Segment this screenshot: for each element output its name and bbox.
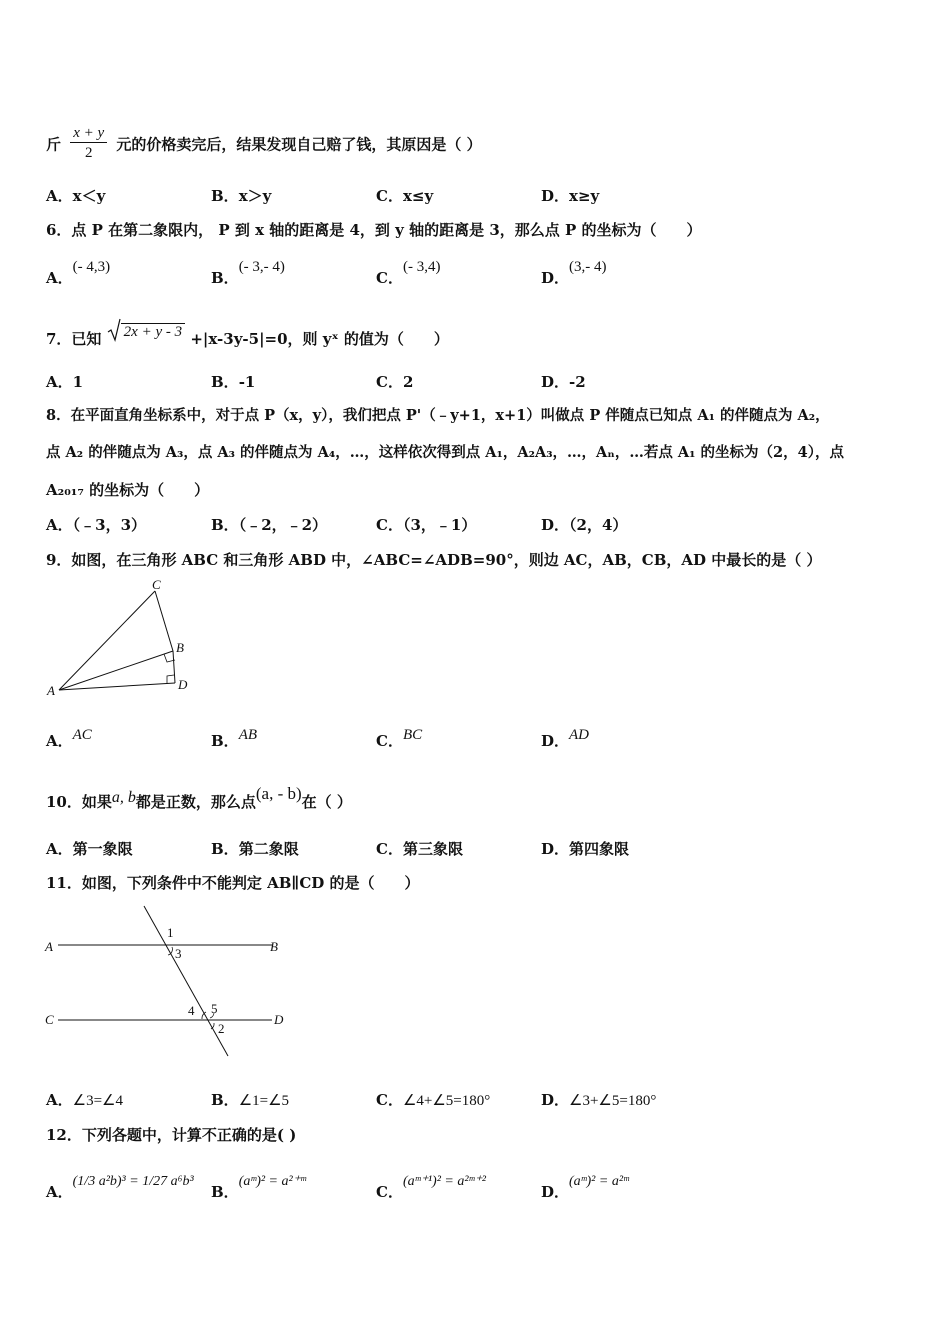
- label-a: A: [45, 939, 53, 954]
- q5-option-a[interactable]: A．x＜y: [46, 187, 106, 205]
- q9-triangle-figure: [40, 578, 200, 698]
- q5-option-b[interactable]: B．x＞y: [211, 187, 272, 205]
- q5-line: [46, 126, 482, 165]
- segment-bd: [173, 651, 175, 683]
- q10-option-b[interactable]: B．第二象限: [211, 840, 299, 858]
- q7-option-b[interactable]: B．-1: [211, 373, 256, 391]
- q12-stem: 12．下列各题中，计算不正确的是( ): [46, 1126, 297, 1144]
- q12-option-d[interactable]: D．(aᵐ)² = a²ᵐ: [541, 1174, 629, 1201]
- q7-option-a[interactable]: A．1: [46, 373, 84, 391]
- angle-label-1: 1: [167, 925, 174, 940]
- q8-option-c[interactable]: C．（3，﹣1）: [376, 516, 477, 534]
- q8-line-1: 8．在平面直角坐标系中，对于点 P（x，y），我们把点 P'（﹣y+1，x+1）叫做点 P 伴随点已知点 A₁ 的伴随点为 A₂，: [46, 407, 830, 424]
- q6-option-d[interactable]: D．(3,- 4): [541, 259, 607, 287]
- label-d: D: [178, 677, 188, 692]
- q8-line-3: A₂₀₁₇ 的坐标为（ ）: [46, 481, 210, 499]
- q9-stem: 9．如图，在三角形 ABC 和三角形 ABD 中，∠ABC=∠ADB=90°，则边 AC，AB，CB，AD 中最长的是（ ）: [46, 551, 822, 569]
- q5-prefix: 斤: [46, 135, 62, 154]
- angle-label-2: 2: [218, 1021, 225, 1036]
- q5-text: 元的价格卖完后，结果发现自己赔了钱，其原因是（ ）: [116, 135, 482, 154]
- q10-stem: 10．如果a, b都是正数，那么点(a, - b)在（ ）: [46, 784, 352, 811]
- q5-option-c[interactable]: C．x≤y: [376, 187, 434, 205]
- q5-frac-num: x + y: [70, 124, 107, 143]
- q6-stem: 6．点 P 在第二象限内， P 到 x 轴的距离是 4，到 y 轴的距离是 3，那么点 P 的坐标为（ ）: [46, 221, 702, 239]
- label-d: D: [274, 1012, 284, 1027]
- label-a: A: [47, 683, 55, 698]
- q9-option-a[interactable]: A．AC: [46, 727, 92, 750]
- angle-label-3: 3: [175, 946, 182, 961]
- q12-option-c[interactable]: C．(aᵐ⁺¹)² = a²ᵐ⁺²: [376, 1174, 486, 1201]
- q11-option-b[interactable]: B．∠1=∠5: [211, 1091, 290, 1109]
- q6-option-c[interactable]: C．(- 3,4): [376, 259, 441, 287]
- q11-option-a[interactable]: A．∠3=∠4: [46, 1091, 123, 1109]
- q8-line-2: 点 A₂ 的伴随点为 A₃，点 A₃ 的伴随点为 A₄，…，这样依次得到点 A₁，A₂A₃，…，Aₙ，…若点 A₁ 的坐标为（2，4），点: [46, 444, 844, 461]
- q11-option-d[interactable]: D．∠3+∠5=180°: [541, 1091, 657, 1109]
- q5-option-d[interactable]: D．x≥y: [541, 187, 600, 205]
- label-c: C: [45, 1012, 54, 1027]
- segment-ac: [59, 591, 155, 690]
- q12-option-a[interactable]: A．(1/3 a²b)³ = 1/27 a⁶b³: [46, 1174, 194, 1201]
- label-c: C: [152, 578, 161, 592]
- q9-option-c[interactable]: C．BC: [376, 727, 423, 750]
- q7-option-d[interactable]: D．-2: [541, 373, 586, 391]
- sqrt-expression: 2x + y - 3: [107, 318, 185, 342]
- q12-option-b[interactable]: B．(aᵐ)² = a²⁺ᵐ: [211, 1174, 306, 1201]
- q8-option-d[interactable]: D．（2，4）: [541, 516, 628, 534]
- q10-option-a[interactable]: A．第一象限: [46, 840, 133, 858]
- segment-cb: [155, 591, 173, 651]
- q11-parallel-lines-figure: [40, 900, 300, 1065]
- q10-option-d[interactable]: D．第四象限: [541, 840, 630, 858]
- q8-option-b[interactable]: B．（﹣2，﹣2）: [211, 516, 328, 534]
- q9-option-b[interactable]: B．AB: [211, 727, 258, 750]
- q6-option-a[interactable]: A．(- 4,3): [46, 259, 111, 287]
- angle-label-5: 5: [211, 1001, 218, 1016]
- transversal-line: [144, 906, 228, 1056]
- q6-option-b[interactable]: B．(- 3,- 4): [211, 259, 285, 287]
- q5-frac-den: 2: [84, 145, 93, 161]
- q9-option-d[interactable]: D．AD: [541, 727, 590, 750]
- q5-fraction: [70, 124, 107, 163]
- q10-option-c[interactable]: C．第三象限: [376, 840, 463, 858]
- q11-stem: 11．如图，下列条件中不能判定 AB∥CD 的是（ ）: [46, 874, 420, 892]
- label-b: B: [176, 640, 184, 655]
- q7-stem: 7．已知 2x + y - 3 +|x-3y-5|=0，则 yˣ 的值为（ ）: [46, 326, 449, 350]
- label-b: B: [270, 939, 278, 954]
- angle-label-4: 4: [188, 1003, 195, 1018]
- radical-sign: [107, 318, 121, 342]
- q8-option-a[interactable]: A．（﹣3，3）: [46, 516, 147, 534]
- q7-option-c[interactable]: C．2: [376, 373, 414, 391]
- q11-option-c[interactable]: C．∠4+∠5=180°: [376, 1091, 491, 1109]
